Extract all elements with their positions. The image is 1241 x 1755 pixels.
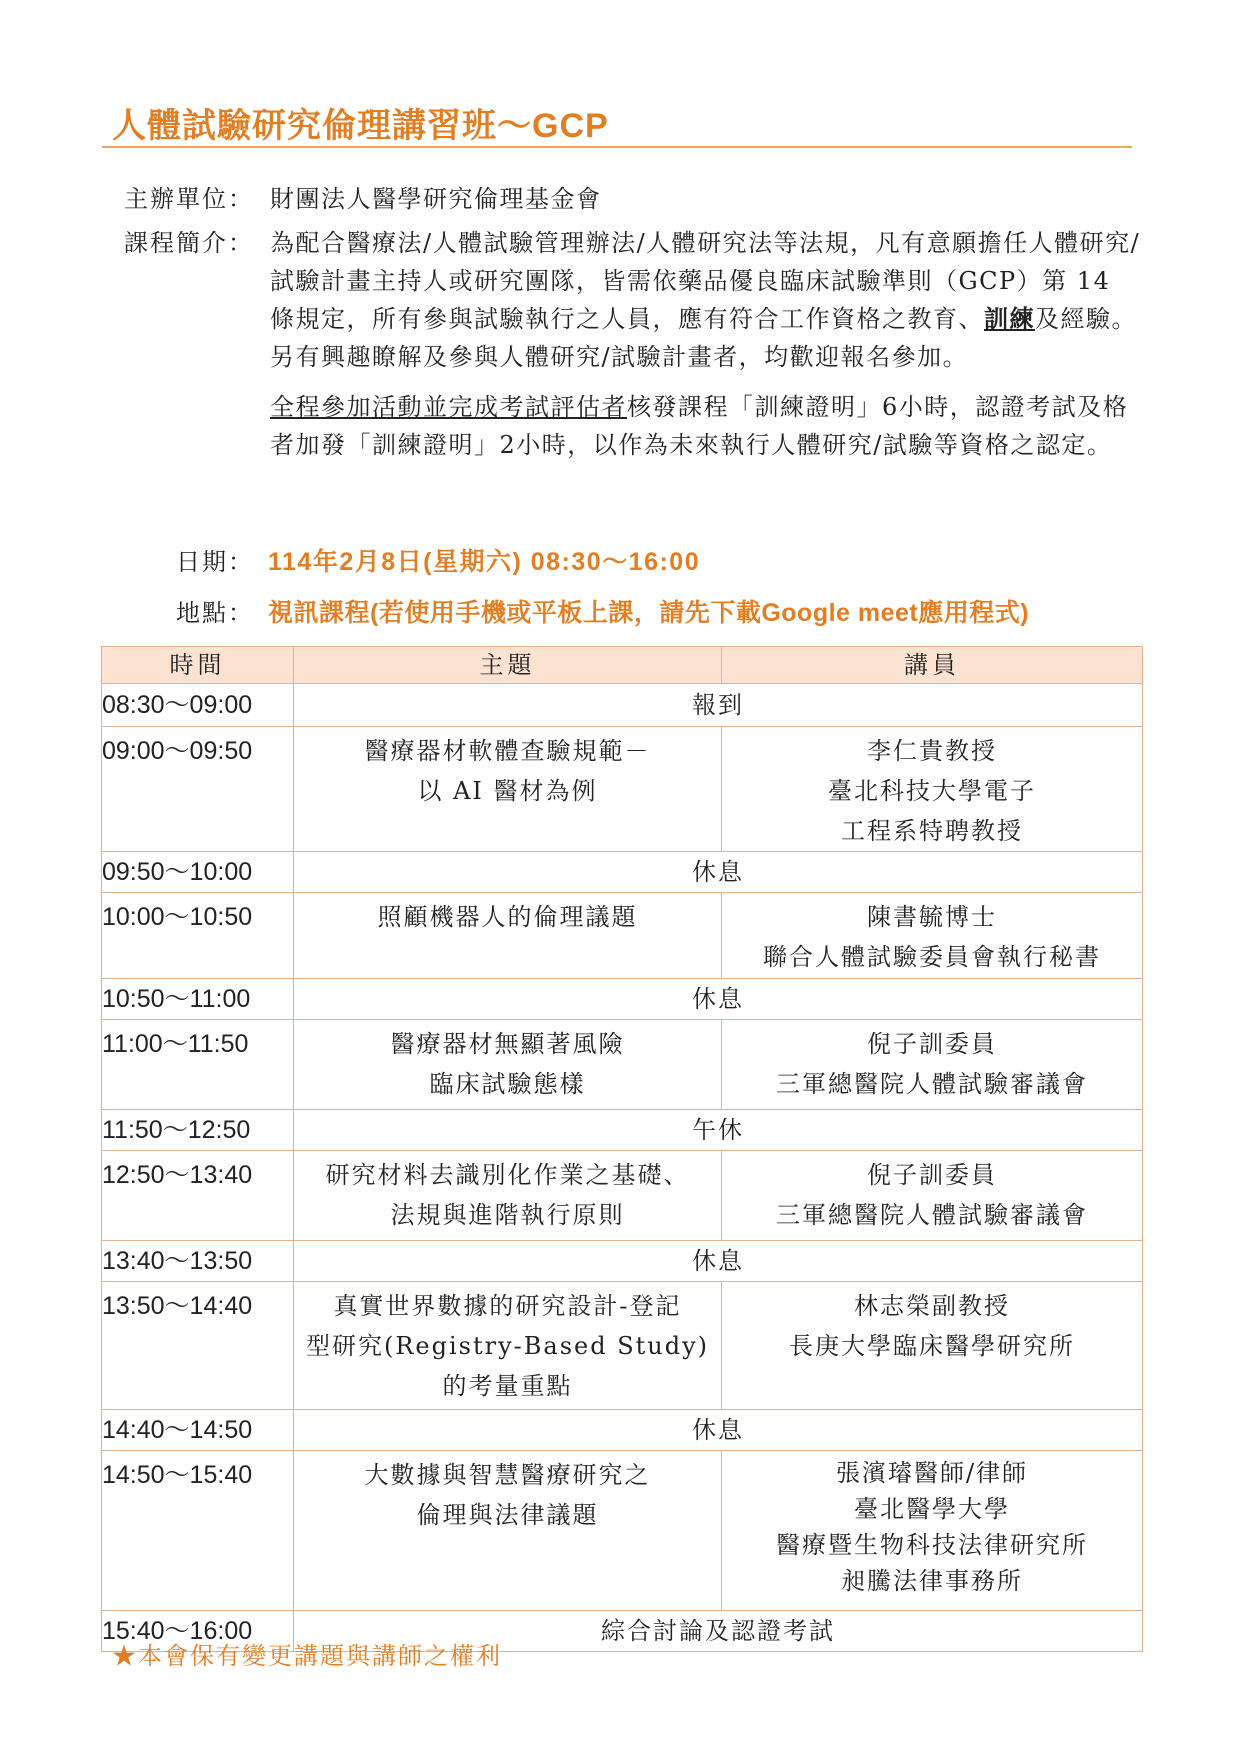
topic-line: 醫療器材軟體查驗規範－ [364,737,651,765]
session-merged: 午休 [294,1110,1143,1151]
location-label: 地點： [176,599,254,627]
session-time: 10:50～11:00 [102,979,294,1020]
speaker-affiliation: 臺北科技大學電子 [828,777,1036,805]
speaker-name: 陳書毓博士 [867,903,997,931]
intro-row [102,224,1142,464]
session-speaker [722,893,1143,979]
speaker-affiliation: 三軍總醫院人體試驗審議會 [776,1070,1088,1098]
session-merged: 休息 [294,1410,1143,1451]
session-time: 11:50～12:50 [102,1110,294,1151]
table-row [102,1020,1143,1110]
session-time: 13:40～13:50 [102,1241,294,1282]
speaker-name: 李仁貴教授 [867,737,997,765]
session-speaker [722,1282,1143,1410]
title-divider [102,146,1132,148]
table-row [102,1110,1143,1151]
session-speaker [722,727,1143,852]
speaker-affiliation: 醫療暨生物科技法律研究所 [776,1531,1088,1559]
intro-text: 及經驗。另有興趣瞭解及參與人體研究/試驗計畫者，均歡迎報名參加。 [270,305,1137,371]
table-row [102,684,1143,727]
session-merged: 休息 [294,979,1143,1020]
table-row [102,1151,1143,1241]
table-row [102,1282,1143,1410]
speaker-name: 林志榮副教授 [854,1292,1010,1320]
topic-line: 照顧機器人的倫理議題 [377,903,638,931]
intro-label: 課程簡介： [124,229,254,257]
intro-emphasis: 訓練 [984,304,1035,333]
intro-body [254,224,1142,464]
speaker-affiliation: 長庚大學臨床醫學研究所 [789,1332,1075,1360]
table-header [102,647,1143,684]
intro-text: 為配合醫療法/人體試驗管理辦法/人體研究法等法規，凡有意願擔任人體研究/試驗計畫主持人或研究團隊，皆需依藥品優良臨床試驗準則（GCP）第 14 條規定，所有參與試驗執行之人員，應有符合工作資格之教育、 [270,229,1141,333]
session-speaker [722,1020,1143,1110]
session-time: 15:40～16:00 [102,1611,294,1652]
session-topic [294,1282,722,1410]
speaker-affiliation: 臺北醫學大學 [854,1495,1010,1523]
session-merged: 休息 [294,1241,1143,1282]
date-row [102,543,1142,581]
topic-line: 大數據與智慧醫療研究之 [364,1461,651,1489]
speaker-affiliation: 三軍總醫院人體試驗審議會 [776,1201,1088,1229]
intro-paragraph-2 [270,388,1142,464]
session-topic [294,893,722,979]
topic-line: 臨床試驗態樣 [429,1070,586,1098]
intro-paragraph-1 [270,224,1142,376]
table-row [102,893,1143,979]
session-topic [294,727,722,852]
header-topic: 主題 [294,647,722,684]
location-value: 視訊課程(若使用手機或平板上課，請先下載Google meet應用程式) [268,599,1030,627]
session-time: 14:50～15:40 [102,1451,294,1611]
session-merged: 綜合討論及認證考試 [294,1611,1143,1652]
session-merged: 休息 [294,852,1143,893]
session-time: 13:50～14:40 [102,1282,294,1410]
schedule-table [101,646,1143,1652]
organizer-label: 主辦單位： [124,185,254,213]
session-merged: 報到 [294,684,1143,727]
topic-line: 醫療器材無顯著風險 [390,1030,625,1058]
topic-line: 法規與進階執行原則 [390,1201,625,1229]
topic-line: 研究材料去識別化作業之基礎、 [325,1161,690,1189]
speaker-affiliation: 聯合人體試驗委員會執行秘書 [763,943,1101,971]
table-row [102,852,1143,893]
intro-text: 核發課程「訓練證明」6小時，認證考試及格者加發「訓練證明」2小時，以作為未來執行人體研究/試驗等資格之認定。 [270,393,1129,459]
header-speaker: 講員 [722,647,1143,684]
date-value: 114年2月8日(星期六) 08:30～16:00 [268,548,701,576]
table-row [102,1241,1143,1282]
topic-line: 型研究(Registry-Based Study) [305,1332,710,1360]
speaker-affiliation: 昶騰法律事務所 [841,1567,1023,1595]
intro-underline: 全程參加活動並完成考試評估者 [270,393,627,421]
organizer-value: 財團法人醫學研究倫理基金會 [270,185,602,213]
page-title: 人體試驗研究倫理講習班～GCP [112,107,609,145]
table-row [102,1410,1143,1451]
table-row [102,979,1143,1020]
session-time: 10:00～10:50 [102,893,294,979]
session-time: 09:00～09:50 [102,727,294,852]
speaker-name: 倪子訓委員 [867,1030,997,1058]
session-speaker [722,1451,1143,1611]
organizer-row [102,180,1142,218]
location-row [102,594,1142,632]
session-time: 12:50～13:40 [102,1151,294,1241]
speaker-affiliation: 工程系特聘教授 [841,817,1023,845]
session-topic [294,1151,722,1241]
session-time: 11:00～11:50 [102,1020,294,1110]
topic-line: 以 AI 醫材為例 [417,777,598,805]
session-topic [294,1451,722,1611]
session-speaker [722,1151,1143,1241]
speaker-name: 張濱璿醫師/律師 [835,1459,1029,1487]
header-time: 時間 [102,647,294,684]
topic-line: 倫理與法律議題 [416,1501,599,1529]
session-time: 14:40～14:50 [102,1410,294,1451]
session-time: 09:50～10:00 [102,852,294,893]
topic-line: 真實世界數據的研究設計-登記 [333,1292,682,1320]
session-topic [294,1020,722,1110]
speaker-name: 倪子訓委員 [867,1161,997,1189]
footnote: ★本會保有變更講題與講師之權利 [112,1642,502,1670]
session-time: 08:30～09:00 [102,684,294,727]
table-row [102,1451,1143,1611]
table-row [102,727,1143,852]
topic-line: 的考量重點 [442,1372,573,1400]
date-label: 日期： [176,548,254,576]
